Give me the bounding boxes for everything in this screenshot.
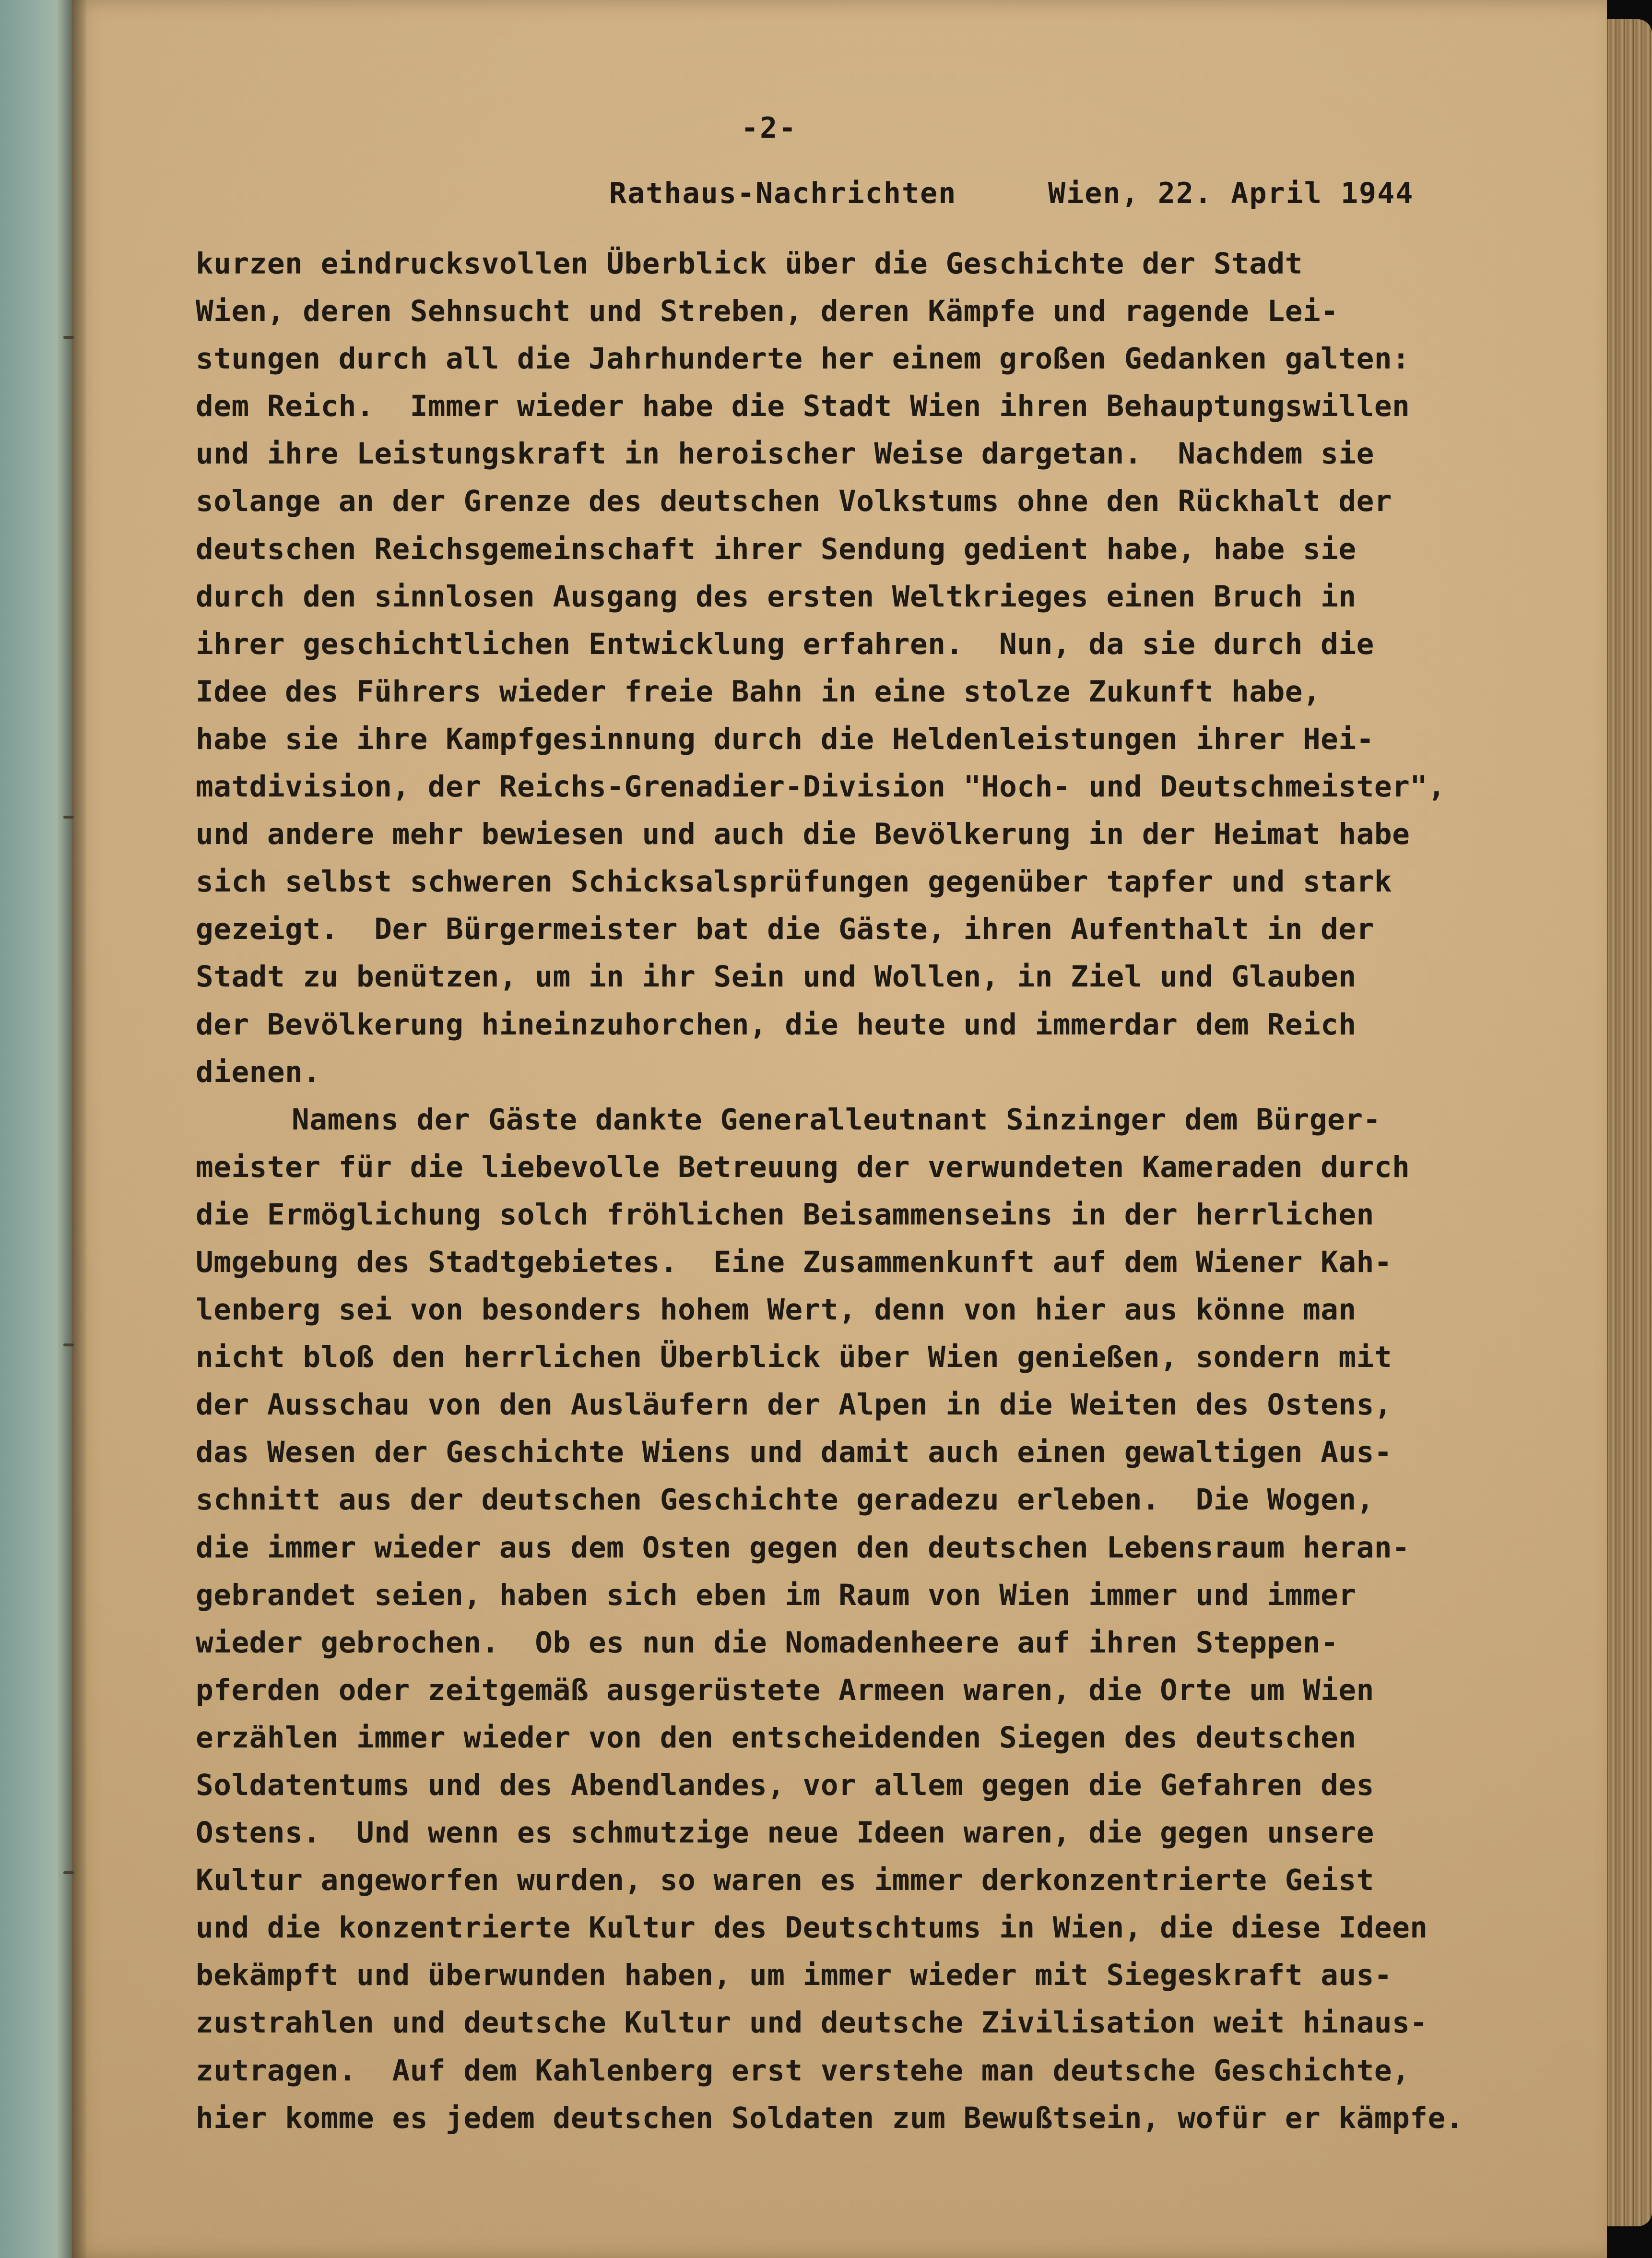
text-line: und ihre Leistungskraft in heroischer Weise dargetan. Nachdem sie — [196, 437, 1374, 471]
text-line: Soldatentums und des Abendlandes, vor allem gegen die Gefahren des — [196, 1768, 1374, 1802]
text-line: Kultur angeworfen wurden, so waren es immer derkonzentrierte Geist — [196, 1863, 1374, 1898]
text-line: kurzen eindrucksvollen Überblick über die Geschichte der Stadt — [196, 247, 1303, 281]
text-line: matdivision, der Reichs-Grenadier-Division "Hoch- und Deutschmeister", — [196, 770, 1446, 804]
text-line: Stadt zu benützen, um in ihr Sein und Wollen, in Ziel und Glauben — [196, 960, 1357, 994]
text-line: schnitt aus der deutschen Geschichte geradezu erleben. Die Wogen, — [196, 1483, 1374, 1517]
text-line: solange an der Grenze des deutschen Volkstums ohne den Rückhalt der — [196, 484, 1392, 519]
text-line: deutschen Reichsgemeinschaft ihrer Sendung gedient habe, habe sie — [196, 532, 1357, 566]
binding-stitch — [63, 1343, 74, 1346]
text-line: ihrer geschichtlichen Entwicklung erfahren. Nun, da sie durch die — [196, 627, 1374, 661]
text-line: zutragen. Auf dem Kahlenberg erst verstehe man deutsche Geschichte, — [196, 2053, 1410, 2088]
text-line: hier komme es jedem deutschen Soldaten zum Bewußtsein, wofür er kämpfe. — [196, 2101, 1463, 2135]
text-line: meister für die liebevolle Betreuung der verwundeten Kameraden durch — [196, 1150, 1410, 1184]
text-line: Ostens. Und wenn es schmutzige neue Ideen waren, die gegen unsere — [196, 1816, 1374, 1850]
text-line: Wien, deren Sehnsucht und Streben, deren Kämpfe und ragende Lei- — [196, 294, 1339, 329]
text-line: die immer wieder aus dem Osten gegen den deutschen Lebensraum heran- — [196, 1530, 1410, 1565]
text-line: dem Reich. Immer wieder habe die Stadt Wien ihren Behauptungswillen — [196, 389, 1410, 424]
text-line: nicht bloß den herrlichen Überblick über Wien genießen, sondern mit — [196, 1340, 1392, 1375]
page-stack-edge — [1599, 19, 1652, 2226]
header-title: Rathaus-Nachrichten — [609, 177, 957, 210]
text-line: bekämpft und überwunden haben, um immer wieder mit Siegeskraft aus- — [196, 1958, 1392, 1993]
body-text — [196, 240, 1606, 2142]
document-page — [72, 0, 1607, 2258]
text-line: das Wesen der Geschichte Wiens und damit auch einen gewaltigen Aus- — [196, 1435, 1392, 1470]
text-line: zustrahlen und deutsche Kultur und deutsche Zivilisation weit hinaus- — [196, 2006, 1428, 2040]
text-line: und die konzentrierte Kultur des Deutschtums in Wien, die diese Ideen — [196, 1911, 1428, 1945]
text-line: und andere mehr bewiesen und auch die Bevölkerung in der Heimat habe — [196, 817, 1410, 852]
text-line: habe sie ihre Kampfgesinnung durch die Heldenleistungen ihrer Hei- — [196, 722, 1374, 756]
text-line: dienen. — [196, 1055, 321, 1089]
text-line: wieder gebrochen. Ob es nun die Nomadenheere auf ihren Steppen- — [196, 1625, 1339, 1660]
text-line: gezeigt. Der Bürgermeister bat die Gäste, ihren Aufenthalt in der — [196, 912, 1374, 947]
text-line: erzählen immer wieder von den entscheidenden Siegen des deutschen — [196, 1720, 1357, 1755]
text-line: durch den sinnlosen Ausgang des ersten Weltkrieges einen Bruch in — [196, 579, 1357, 614]
text-line: der Ausschau von den Ausläufern der Alpen in die Weiten des Ostens, — [196, 1388, 1392, 1422]
text-line: lenberg sei von besonders hohem Wert, denn von hier aus könne man — [196, 1293, 1357, 1327]
binding-stitch — [63, 816, 74, 819]
header-dateline: Wien, 22. April 1944 — [1048, 177, 1414, 210]
binding-stitch — [63, 336, 74, 339]
running-header — [609, 177, 1414, 210]
paragraph-start-line: Namens der Gäste dankte Generalleutnant Sinzinger dem Bürger- — [292, 1102, 1381, 1137]
text-line: die Ermöglichung solch fröhlichen Beisammenseins in der herrlichen — [196, 1197, 1374, 1232]
text-line: gebrandet seien, haben sich eben im Raum von Wien immer und immer — [196, 1578, 1357, 1612]
text-line: der Bevölkerung hineinzuhorchen, die heute und immerdar dem Reich — [196, 1007, 1357, 1042]
page-number: -2- — [741, 111, 798, 145]
text-line: pferden oder zeitgemäß ausgerüstete Armeen waren, die Orte um Wien — [196, 1673, 1374, 1707]
text-line: stungen durch all die Jahrhunderte her einem großen Gedanken galten: — [196, 342, 1410, 376]
text-line: sich selbst schweren Schicksalsprüfungen gegenüber tapfer und stark — [196, 865, 1392, 899]
binding-stitch — [63, 1871, 74, 1874]
text-line: Umgebung des Stadtgebietes. Eine Zusammenkunft auf dem Wiener Kah- — [196, 1245, 1392, 1279]
text-line: Idee des Führers wieder freie Bahn in eine stolze Zukunft habe, — [196, 674, 1321, 709]
